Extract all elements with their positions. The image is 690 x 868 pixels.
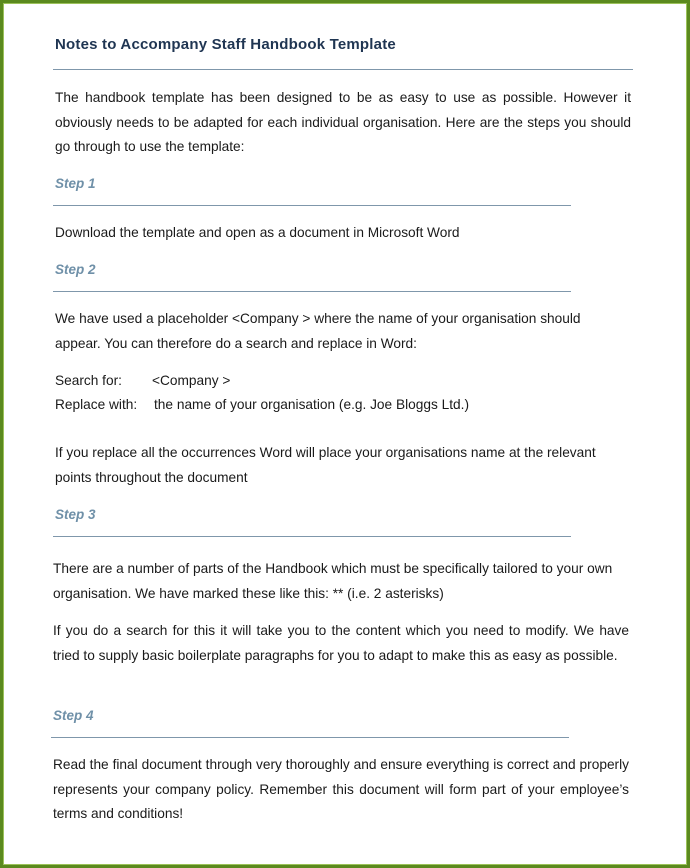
replace-with-value: the name of your organisation (e.g. Joe Bloggs Ltd.): [154, 397, 469, 412]
step-3-divider: [53, 536, 571, 537]
step-1-text: Download the template and open as a document in Microsoft Word: [55, 225, 460, 240]
title-divider: [53, 69, 633, 70]
step-3-followup-text: If you do a search for this it will take you to the content which you need to modify. We have tried to supply basic boilerplate paragraphs for you to adapt to make this as easy as possible.: [53, 623, 629, 663]
search-for-label: Search for:: [55, 373, 122, 388]
step-3-text: There are a number of parts of the Handbook which must be specifically tailored to your own organisation. We have marked these like this: ** (i.e. 2 asterisks): [53, 561, 613, 601]
replace-with-row: [55, 393, 469, 418]
step-4-heading: Step 4: [53, 708, 94, 723]
step-1-heading: Step 1: [55, 176, 96, 191]
intro-paragraph: The handbook template has been designed to be as easy to use as possible. However it obviously needs to be adapted for each individual organisation. Here are the steps you should go through to use the template:: [55, 90, 631, 154]
step-2-heading: Step 2: [55, 262, 96, 277]
replace-with-label: Replace with:: [55, 397, 138, 412]
step-2-followup-text: If you replace all the occurrences Word will place your organisations name at the relevant points throughout the document: [55, 445, 596, 485]
step-4-divider: [51, 737, 569, 738]
step-4-text: Read the final document through very thoroughly and ensure everything is correct and properly represents your company policy. Remember this document will form part of your employee’s terms and conditions!: [53, 757, 629, 821]
step-2-text: We have used a placeholder <Company > where the name of your organisation should appear. You can therefore do a search and replace in Word:: [55, 311, 581, 351]
search-for-value: <Company >: [152, 373, 231, 388]
step-2-divider: [53, 291, 571, 292]
step-3-heading: Step 3: [55, 507, 96, 522]
page-title: Notes to Accompany Staff Handbook Template: [55, 36, 396, 53]
search-for-row: [55, 369, 230, 394]
step-1-divider: [53, 205, 571, 206]
